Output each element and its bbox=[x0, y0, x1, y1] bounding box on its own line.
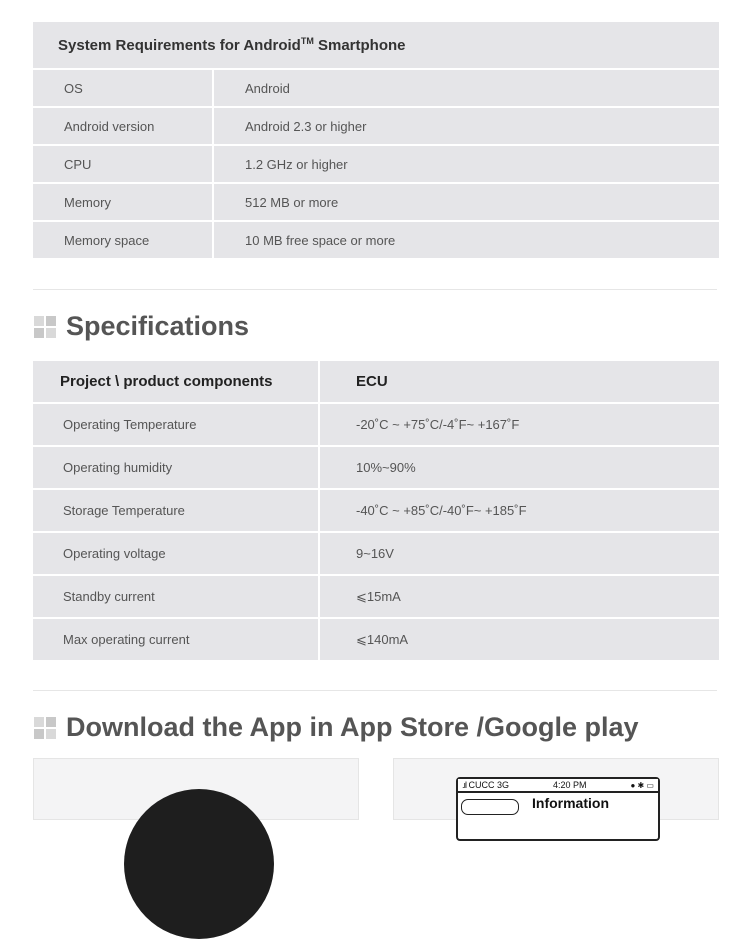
cut-off-heading-fragment bbox=[270, 0, 292, 4]
battery-icon: ● ✱ ▭ bbox=[630, 780, 654, 790]
section-divider bbox=[33, 289, 717, 290]
table-row bbox=[33, 183, 719, 221]
download-heading-text: Download the App in App Store /Google play bbox=[66, 712, 639, 742]
specifications-heading-text: Specifications bbox=[66, 311, 250, 341]
spec-key: Operating voltage bbox=[33, 532, 319, 575]
squares-icon bbox=[34, 717, 56, 739]
phone-screen-title: Information bbox=[532, 795, 609, 811]
requirements-title: System Requirements for Android™ Smartphone bbox=[33, 22, 719, 69]
table-row bbox=[33, 403, 719, 446]
download-heading bbox=[34, 712, 639, 743]
requirement-value: 1.2 GHz or higher bbox=[213, 145, 719, 183]
spec-header-key: Project \ product components bbox=[33, 361, 319, 403]
spec-value: -40˚C ~ +85˚C/-40˚F~ +185˚F bbox=[319, 489, 719, 532]
obd-device-image bbox=[124, 789, 274, 939]
time-label: 4:20 PM bbox=[552, 780, 587, 790]
trademark-mark: TM bbox=[300, 36, 314, 46]
spec-value: ⩽140mA bbox=[319, 618, 719, 661]
requirements-header-row bbox=[33, 22, 719, 69]
table-row bbox=[33, 489, 719, 532]
requirement-value: 10 MB free space or more bbox=[213, 221, 719, 259]
specifications-header-row bbox=[33, 361, 719, 403]
spec-key: Operating Temperature bbox=[33, 403, 319, 446]
specifications-table bbox=[33, 361, 719, 662]
table-row bbox=[33, 145, 719, 183]
spec-key: Storage Temperature bbox=[33, 489, 319, 532]
spec-value: ⩽15mA bbox=[319, 575, 719, 618]
requirement-key: CPU bbox=[33, 145, 213, 183]
table-row bbox=[33, 618, 719, 661]
spec-key: Standby current bbox=[33, 575, 319, 618]
spec-value: 9~16V bbox=[319, 532, 719, 575]
squares-icon bbox=[34, 316, 56, 338]
section-divider bbox=[33, 690, 717, 691]
table-row bbox=[33, 575, 719, 618]
requirement-value: 512 MB or more bbox=[213, 183, 719, 221]
requirement-value: Android bbox=[213, 69, 719, 107]
app-screenshot-card bbox=[393, 758, 719, 820]
requirement-value: Android 2.3 or higher bbox=[213, 107, 719, 145]
table-row bbox=[33, 446, 719, 489]
phone-status-bar bbox=[458, 779, 658, 791]
phone-screenshot bbox=[456, 777, 660, 841]
spec-header-value: ECU bbox=[319, 361, 719, 403]
carrier-label: CUCC 3G bbox=[468, 780, 510, 790]
specifications-heading bbox=[34, 311, 249, 342]
table-row bbox=[33, 532, 719, 575]
spec-value: -20˚C ~ +75˚C/-4˚F~ +167˚F bbox=[319, 403, 719, 446]
system-requirements-table bbox=[33, 22, 719, 260]
requirement-key: Android version bbox=[33, 107, 213, 145]
requirement-key: Memory space bbox=[33, 221, 213, 259]
spec-value: 10%~90% bbox=[319, 446, 719, 489]
requirement-key: Memory bbox=[33, 183, 213, 221]
spec-key: Max operating current bbox=[33, 618, 319, 661]
signal-icon: .ıl bbox=[462, 780, 467, 790]
requirement-key: OS bbox=[33, 69, 213, 107]
back-button[interactable] bbox=[461, 799, 519, 815]
table-row bbox=[33, 221, 719, 259]
table-row bbox=[33, 107, 719, 145]
device-image-card bbox=[33, 758, 359, 820]
spec-key: Operating humidity bbox=[33, 446, 319, 489]
table-row bbox=[33, 69, 719, 107]
